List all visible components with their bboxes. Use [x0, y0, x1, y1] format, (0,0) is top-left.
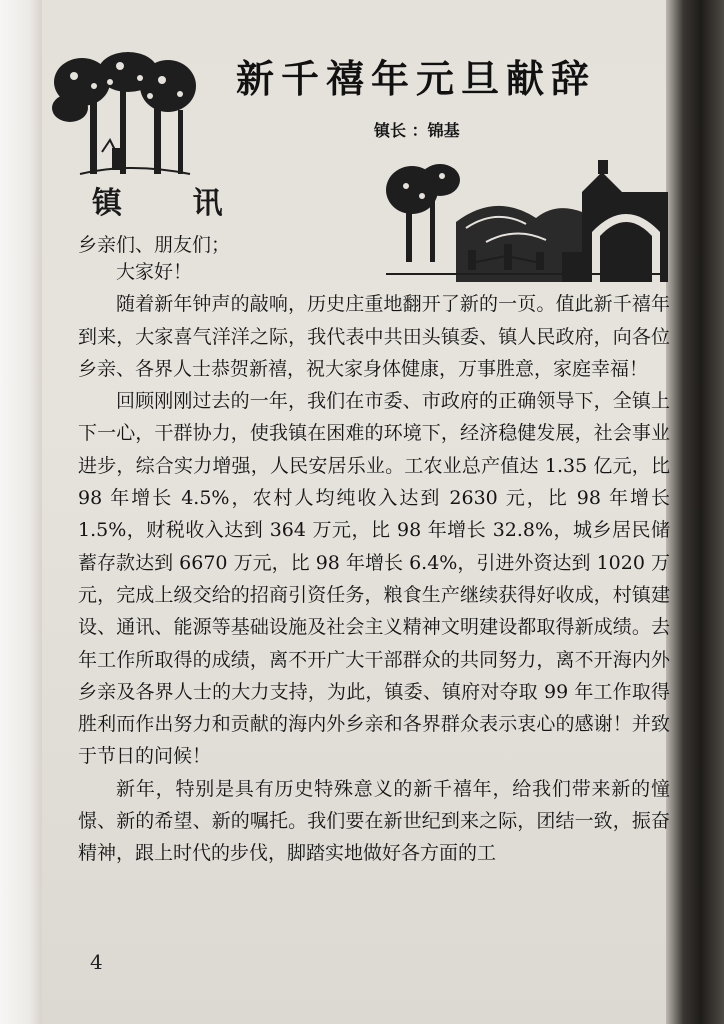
section-label: 镇 讯 — [92, 186, 253, 221]
page-left-margin — [0, 0, 42, 1024]
paragraph-new-year: 新年，特别是具有历史特殊意义的新千禧年，给我们带来新的憧憬、新的希望、新的嘱托。我们要在新世纪到来之际，团结一致，振奋精神，跟上时代的步伐，脚踏实地做好各方面的工 — [78, 777, 670, 865]
salutation: 乡亲们、朋友们； — [78, 234, 231, 256]
paragraph-opening: 随着新年钟声的敲响，历史庄重地翻开了新的一页。值此新千禧年到来，大家喜气洋洋之际，我代表中共田头镇委、镇人民政府，向各位乡亲、各界人士恭贺新禧，祝大家身体健康，万事胜意，家庭幸福！ — [78, 293, 670, 380]
article-title: 新千禧年元旦献辞 — [236, 56, 597, 101]
page-number: 4 — [90, 950, 103, 974]
book-spine-shadow — [666, 0, 724, 1024]
article-body — [78, 256, 670, 870]
paragraph-greeting: 大家好！ — [116, 261, 193, 283]
paragraph-review: 回顾刚刚过去的一年，我们在市委、市政府的正确领导下，全镇上下一心，干群协力，使我镇在困难的环境下，经济稳健发展，社会事业进步，综合实力增强，人民安居乐业。工农业总产值达 1.35 亿元，比 98 年增长 4.5%，农村人均纯收入达到 2630 元，比 98 年增长 1.5%，财税收入达到 364 万元，比 98 年增长 32.8%，城乡居民储蓄存款达到 6670 万元，比 98 年增长 6.4%，引进外资达到 1020 万元，完成上级交给的招商引资任务，粮食生产继续获得好收成，村镇建设、通讯、能源等基础设施及社会主义精神文明建设都取得新成绩。去年工作所取得的成绩，离不开广大干部群众的共同努力，离不开海内外乡亲及各界人士的大力支持，为此，镇委、镇府对夺取 99 年工作取得胜利而作出努力和贡献的海内外乡亲和各界群众表示衷心的感谢！并致于节日的问候！ — [78, 390, 670, 768]
trees-illustration — [50, 52, 202, 180]
author-line: 镇长 ：锦基 — [374, 121, 460, 140]
